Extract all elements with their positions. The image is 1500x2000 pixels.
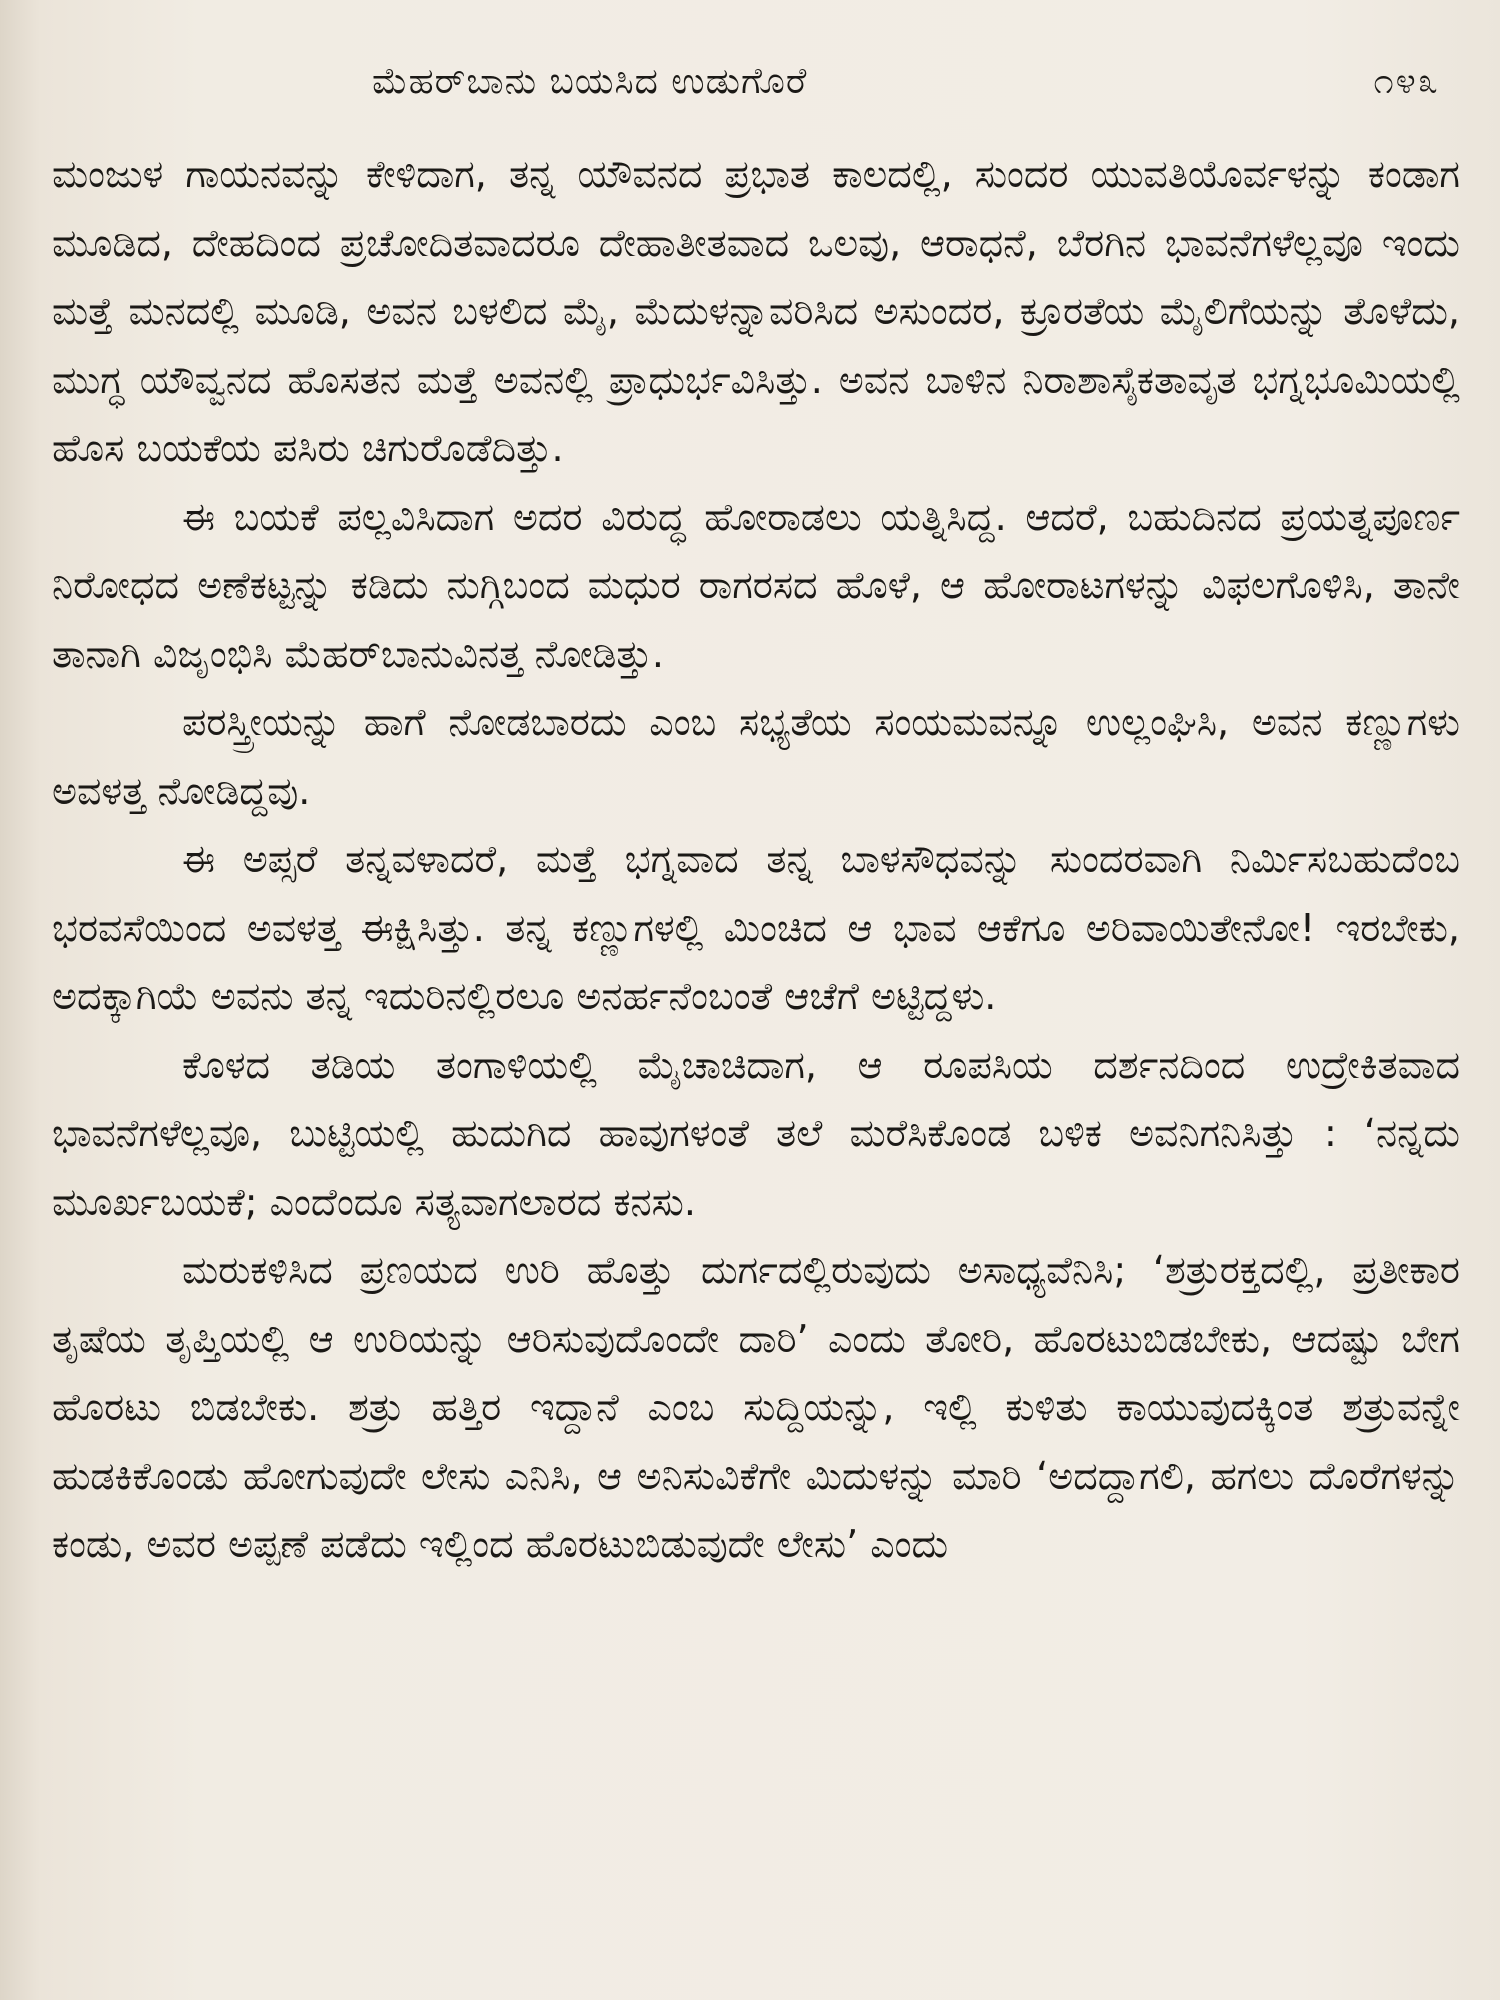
page-header [52, 52, 1460, 112]
paragraph-1: ಮಂಜುಳ ಗಾಯನವನ್ನು ಕೇಳಿದಾಗ, ತನ್ನ ಯೌವನದ ಪ್ರಭಾತ ಕಾಲದಲ್ಲಿ, ಸುಂದರ ಯುವತಿಯೊರ್ವಳನ್ನು ಕಂಡಾಗ ಮೂಡಿದ, ದೇಹದಿಂದ ಪ್ರಚೋದಿತವಾದರೂ ದೇಹಾತೀತವಾದ ಒಲವು, ಆರಾಧನೆ, ಬೆರಗಿನ ಭಾವನೆಗಳೆಲ್ಲವೂ ಇಂದು ಮತ್ತೆ ಮನದಲ್ಲಿ ಮೂಡಿ, ಅವನ ಬಳಲಿದ ಮೈ, ಮೆದುಳನ್ನಾವರಿಸಿದ ಅಸುಂದರ, ಕ್ರೂರತೆಯ ಮೈಲಿಗೆಯನ್ನು ತೊಳೆದು, ಮುಗ್ಧ ಯೌವ್ವನದ ಹೊಸತನ ಮತ್ತೆ ಅವನಲ್ಲಿ ಪ್ರಾಧುರ್ಭವಿಸಿತ್ತು. ಅವನ ಬಾಳಿನ ನಿರಾಶಾಸೈಕತಾವೃತ ಭಗ್ನಭೂಮಿಯಲ್ಲಿ ಹೊಸ ಬಯಕೆಯ ಪಸಿರು ಚಿಗುರೊಡೆದಿತ್ತು. [52, 152, 1460, 470]
paragraph-6: ಮರುಕಳಿಸಿದ ಪ್ರಣಯದ ಉರಿ ಹೊತ್ತು ದುರ್ಗದಲ್ಲಿರುವುದು ಅಸಾಧ್ಯವೆನಿಸಿ; ‘ಶತ್ರುರಕ್ತದಲ್ಲಿ, ಪ್ರತೀಕಾರ ತೃಷೆಯ ತೃಪ್ತಿಯಲ್ಲಿ ಆ ಉರಿಯನ್ನು ಆರಿಸುವುದೊಂದೇ ದಾರಿ’ ಎಂದು ತೋರಿ, ಹೊರಟುಬಿಡಬೇಕು, ಆದಷ್ಟು ಬೇಗ ಹೊರಟು ಬಿಡಬೇಕು. ಶತ್ರು ಹತ್ತಿರ ಇದ್ದಾನೆ ಎಂಬ ಸುದ್ದಿಯನ್ನು, ಇಲ್ಲಿ ಕುಳಿತು ಕಾಯುವುದಕ್ಕಿಂತ ಶತ್ರುವನ್ನೇ ಹುಡಕಿಕೊಂಡು ಹೋಗುವುದೇ ಲೇಸು ಎನಿಸಿ, ಆ ಅನಿಸುವಿಕೆಗೇ ಮಿದುಳನ್ನು ಮಾರಿ ‘ಅದದ್ದಾಗಲಿ, ಹಗಲು ದೊರೆಗಳನ್ನು ಕಂಡು, ಅವರ ಅಪ್ಪಣೆ ಪಡೆದು ಇಲ್ಲಿಂದ ಹೊರಟುಬಿಡುವುದೇ ಲೇಸು’ ಎಂದು [52, 1248, 1460, 1566]
page-number: ೧೪೩ [1373, 61, 1440, 102]
paragraph-2: ಈ ಬಯಕೆ ಪಲ್ಲವಿಸಿದಾಗ ಅದರ ವಿರುದ್ಧ ಹೋರಾಡಲು ಯತ್ನಿಸಿದ್ದ. ಆದರೆ, ಬಹುದಿನದ ಪ್ರಯತ್ನಪೂರ್ಣ ನಿರೋಧದ ಅಣೆಕಟ್ಟನ್ನು ಕಡಿದು ನುಗ್ಗಿಬಂದ ಮಧುರ ರಾಗರಸದ ಹೊಳೆ, ಆ ಹೋರಾಟಗಳನ್ನು ವಿಫಲಗೊಳಿಸಿ, ತಾನೇ ತಾನಾಗಿ ವಿಜೃಂಭಿಸಿ ಮೆಹರ್‌ಬಾನುವಿನತ್ತ ನೋಡಿತ್ತು. [52, 494, 1460, 676]
paragraph-3: ಪರಸ್ತ್ರೀಯನ್ನು ಹಾಗೆ ನೋಡಬಾರದು ಎಂಬ ಸಭ್ಯತೆಯ ಸಂಯಮವನ್ನೂ ಉಲ್ಲಂಘಿಸಿ, ಅವನ ಕಣ್ಣುಗಳು ಅವಳತ್ತ ನೋಡಿದ್ದವು. [52, 700, 1460, 813]
paragraph-4: ಈ ಅಪ್ಸರೆ ತನ್ನವಳಾದರೆ, ಮತ್ತೆ ಭಗ್ನವಾದ ತನ್ನ ಬಾಳಸೌಧವನ್ನು ಸುಂದರವಾಗಿ ನಿರ್ಮಿಸಬಹುದೆಂಬ ಭರವಸೆಯಿಂದ ಅವಳತ್ತ ಈಕ್ಷಿಸಿತ್ತು. ತನ್ನ ಕಣ್ಣುಗಳಲ್ಲಿ ಮಿಂಚಿದ ಆ ಭಾವ ಆಕೆಗೂ ಅರಿವಾಯಿತೇನೋ! ಇರಬೇಕು, ಅದಕ್ಕಾಗಿಯೆ ಅವನು ತನ್ನ ಇದುರಿನಲ್ಲಿರಲೂ ಅನರ್ಹನೆಂಬಂತೆ ಆಚೆಗೆ ಅಟ್ಟಿದ್ದಳು. [52, 837, 1460, 1018]
running-title: ಮೆಹರ್‌ಬಾನು ಬಯಸಿದ ಉಡುಗೊರೆ [372, 61, 808, 102]
paragraph-5: ಕೊಳದ ತಡಿಯ ತಂಗಾಳಿಯಲ್ಲಿ ಮೈಚಾಚಿದಾಗ, ಆ ರೂಪಸಿಯ ದರ್ಶನದಿಂದ ಉದ್ರೇಕಿತವಾದ ಭಾವನೆಗಳೆಲ್ಲವೂ, ಬುಟ್ಟಿಯಲ್ಲಿ ಹುದುಗಿದ ಹಾವುಗಳಂತೆ ತಲೆ ಮರೆಸಿಕೊಂಡ ಬಳಿಕ ಅವನಿಗನಿಸಿತ್ತು : ‘ನನ್ನದು ಮೂರ್ಖಬಯಕೆ; ಎಂದೆಂದೂ ಸತ್ಯವಾಗಲಾರದ ಕನಸು. [52, 1042, 1460, 1224]
body-text [52, 140, 1460, 1579]
